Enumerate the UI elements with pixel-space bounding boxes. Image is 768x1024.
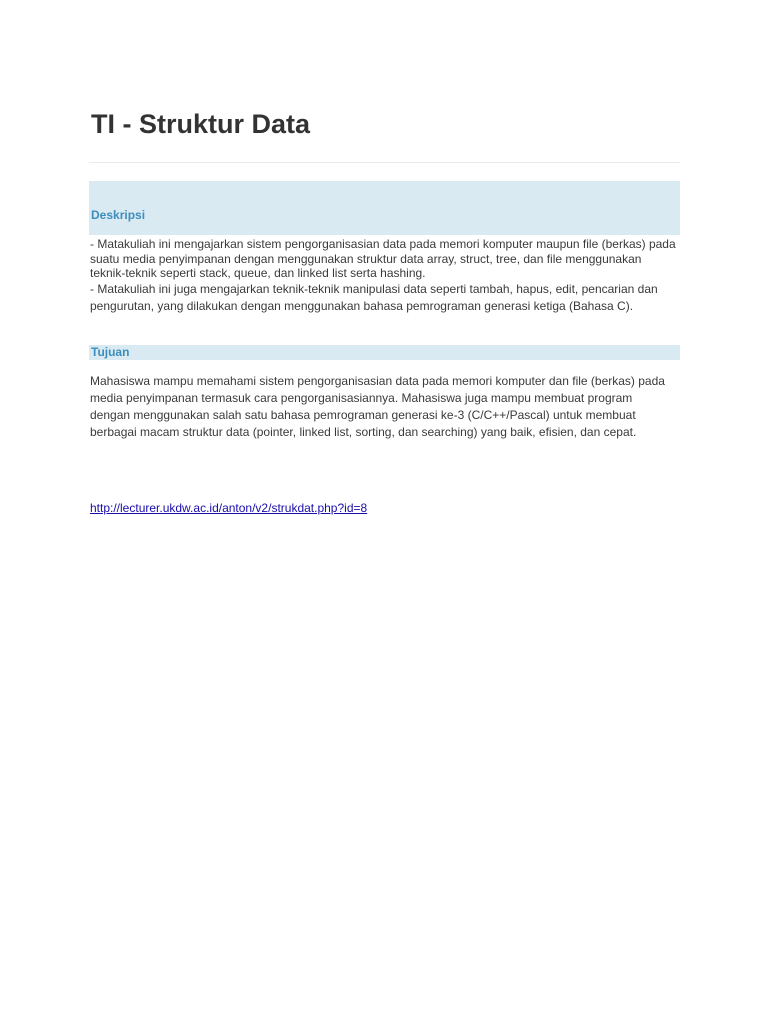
description-body bbox=[90, 237, 678, 315]
goal-body: Mahasiswa mampu memahami sistem pengorganisasian data pada memori komputer dan file (berkas) pada media penyimpanan termasuk cara pengorganisasiannya. Mahasiswa juga mampu membuat program dengan menggunakan salah satu bahasa pemrograman generasi ke-3 (C/C++/Pascal) untuk membuat berbagai macam struktur data (pointer, linked list, sorting, dan searching) yang baik, efisien, dan cepat. bbox=[90, 374, 665, 439]
source-link[interactable]: http://lecturer.ukdw.ac.id/anton/v2/strukdat.php?id=8 bbox=[90, 501, 368, 515]
goal-section-header bbox=[89, 345, 680, 360]
title-divider bbox=[89, 162, 680, 163]
page-title: TI - Struktur Data bbox=[91, 109, 311, 139]
description-paragraph-1: - Matakuliah ini mengajarkan sistem pengorganisasian data pada memori komputer maupun file (berkas) pada suatu media penyimpanan dengan menggunakan struktur data array, struct, tree, dan file menggunakan teknik-teknik seperti stack, queue, dan linked list serta hashing. bbox=[90, 237, 676, 280]
description-heading: Deskripsi bbox=[91, 208, 146, 222]
goal-heading: Tujuan bbox=[91, 345, 130, 359]
description-paragraph-2: - Matakuliah ini juga mengajarkan teknik-teknik manipulasi data seperti tambah, hapus, edit, pencarian dan pengurutan, yang dilakukan dengan menggunakan bahasa pemrograman generasi ketiga (Bahasa C). bbox=[90, 281, 658, 313]
description-section-header bbox=[89, 181, 680, 235]
